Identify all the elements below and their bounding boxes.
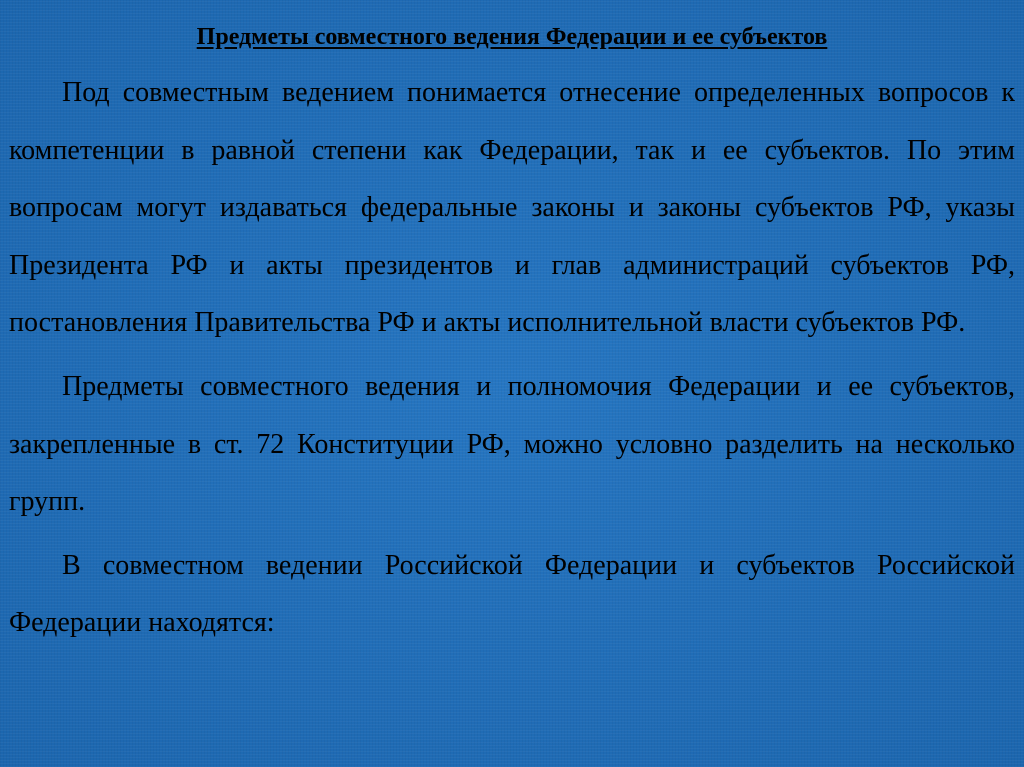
- paragraph-joint-jurisdiction: В совместном ведении Российской Федерации и субъектов Российской Федерации находятся:: [9, 549, 1015, 639]
- slide-title: Предметы совместного ведения Федерации и ее субъектов: [196, 24, 828, 50]
- paragraph-definition: Под совместным ведением понимается отнесение определенных вопросов к компетенции в равной степени как Федерации, так и ее субъектов. По этим вопросам могут издаваться федеральные законы и законы субъектов РФ, указы Президента РФ и акты президентов и глав администраций субъектов РФ, постановления Правительства РФ и акты исполнительной власти субъектов РФ.: [9, 77, 1015, 339]
- paragraph-groups: Предметы совместного ведения и полномочия Федерации и ее субъектов, закрепленные в ст. 72 Конституции РФ, можно условно разделить на несколько групп.: [9, 370, 1015, 518]
